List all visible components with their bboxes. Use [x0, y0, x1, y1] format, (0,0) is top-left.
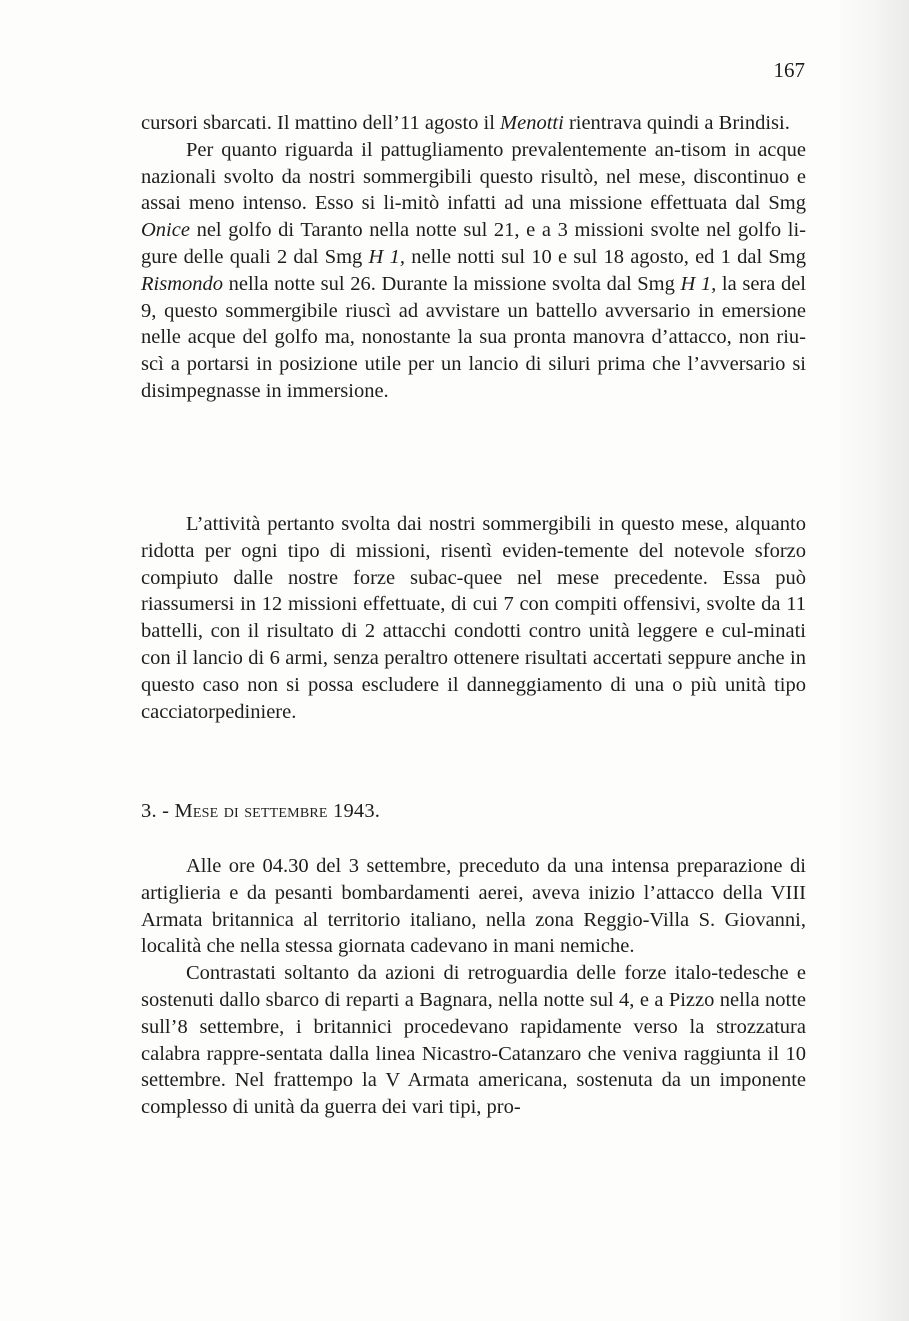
paragraph-2-text-g: nella notte sul 26. Durante la missione svolta dal Smg: [223, 272, 681, 295]
submarine-name-h1-second: H 1,: [680, 272, 717, 295]
section-heading: [141, 800, 380, 823]
paragraph-4: Alle ore 04.30 del 3 settembre, preceduto da una intensa preparazione di artiglieria e da pesanti bombardamenti aerei, aveva inizio l’attacco della VIII Armata britannica al territorio italiano, nella zona Reggio-Villa S. Giovanni, località che nella stessa giornata cadevano in mani nemiche.: [141, 855, 806, 958]
paragraph-1: [141, 110, 806, 137]
section-title: Mese di settembre: [174, 800, 328, 822]
page-edge-shadow: [831, 0, 909, 1321]
paragraph-2-text-i: la sera del 9, questo sommergibile riuscì ad avvistare un battello avversario in emersione nelle acque del golfo ma, nonostante la sua pronta manovra d’attacco, non riu-scì a portarsi in posizione utile per un lancio di siluri prima che l’avversario si disimpegnasse in immersione.: [141, 272, 807, 402]
paragraph-1-text-a: cursori sbarcati. Il mattino dell’11 agosto il: [141, 112, 501, 134]
submarine-name-onice: Onice: [141, 219, 190, 242]
paragraph-3: L’attività pertanto svolta dai nostri sommergibili in questo mese, alquanto ridotta per ogni tipo di missioni, risentì eviden-temente del notevole sforzo compiuto dalle nostre forze subac-quee nel mese precedente. Essa può riassumersi in 12 missioni effettuate, di cui 7 con compiti offensivi, svolte da 11 battelli, con il risultato di 2 attacchi condotti contro unità leggere e cul-minati con il lancio di 6 armi, senza peraltro ottenere risultati accertati seppure anche in questo caso non si possa escludere il danneggiamento di una o più unità tipo cacciatorpediniere.: [141, 513, 806, 723]
ship-name-menotti: Menotti: [500, 112, 564, 134]
paragraph-2-text-c: nel golfo di Taranto nella notte sul 21, e a 3 missioni svolte nel golfo li-gure delle quali 2 dal Smg: [141, 219, 806, 268]
section-year: 1943.: [327, 800, 381, 822]
section-number: 3. -: [141, 800, 175, 822]
paragraph-2-text-a: Per quanto riguarda il pattugliamento prevalentemente an-tisom in acque nazionali svolto da nostri sommergibili questo risultò, nel mese, discontinuo e assai meno intenso. Esso si li-mitò infatti ad una missione effettuata dal Smg: [141, 138, 806, 215]
paragraph-2: [141, 137, 806, 405]
submarine-name-h1: H 1,: [368, 245, 405, 268]
text-block-bottom: [141, 853, 806, 1121]
paragraph-5: Contrastati soltanto da azioni di retroguardia delle forze italo-tedesche e sostenuti dallo sbarco di reparti a Bagnara, nella notte sul 4, e a Pizzo nella notte sull’8 settembre, i britannici procedevano rapidamente verso la strozzatura calabra rappre-sentata dalla linea Nicastro-Catanzaro che veniva raggiunta il 10 settembre. Nel frattempo la V Armata americana, sostenuta da un imponente complesso di unità da guerra dei vari tipi, pro-: [141, 962, 806, 1119]
paragraph-1-text-c: rientrava quindi a Brindisi.: [563, 112, 790, 134]
text-block-middle: [141, 511, 806, 725]
page-number: 167: [773, 58, 805, 82]
submarine-name-rismondo: Rismondo: [141, 272, 223, 295]
text-block-top: [141, 110, 806, 405]
paragraph-2-text-e: nelle notti sul 10 e sul 18 agosto, ed 1 dal Smg: [404, 245, 807, 268]
